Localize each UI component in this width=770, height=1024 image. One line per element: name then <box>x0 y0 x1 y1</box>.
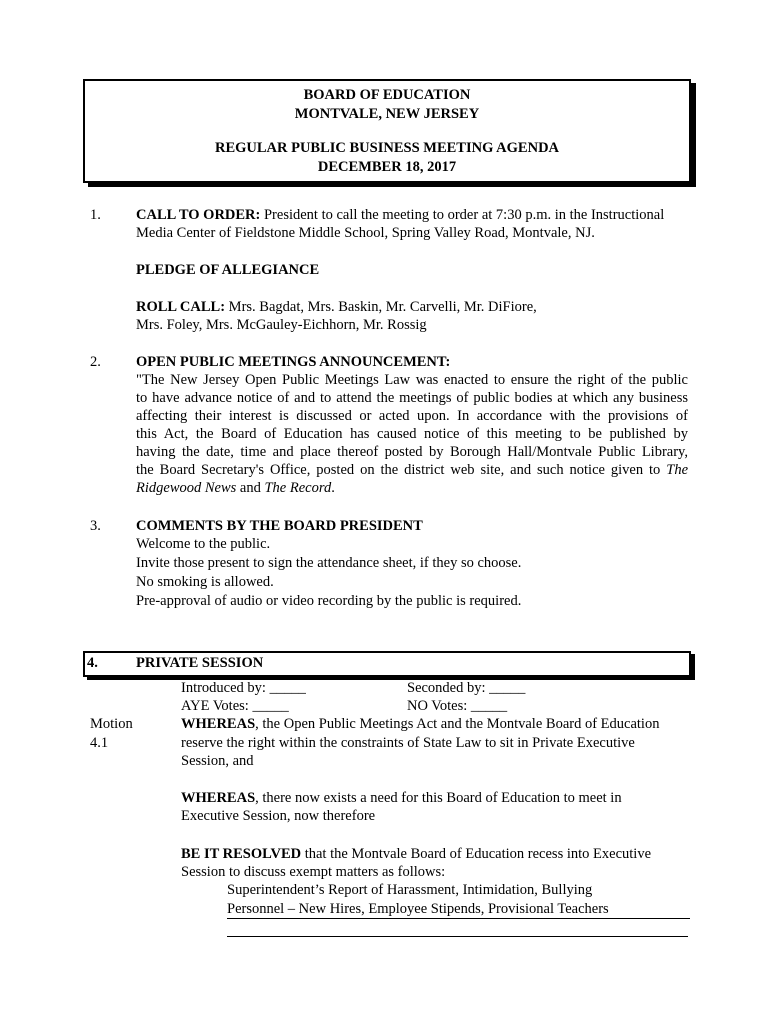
announcement-line1: "The New Jersey Open Public Meetings Law was enacted to ensure the right of the public <box>136 372 688 388</box>
item1-text-line1: President to call the meeting to order at 7:30 p.m. in the Instructional <box>260 207 665 223</box>
seconded-by: Seconded by: _____ <box>407 680 526 696</box>
whereas2-line2: Executive Session, now therefore <box>181 808 376 824</box>
header-title: BOARD OF EDUCATION <box>303 87 471 103</box>
matter2-underline <box>227 918 690 919</box>
roll-call <box>136 299 537 316</box>
whereas2-keyword: WHEREAS <box>181 790 256 806</box>
resolved-line2: Session to discuss exempt matters as follows: <box>181 864 446 880</box>
item2-heading: OPEN PUBLIC MEETINGS ANNOUNCEMENT: <box>136 354 451 370</box>
resolved-keyword: BE IT RESOLVED <box>181 846 302 862</box>
whereas2-line1 <box>181 790 622 807</box>
header-box <box>83 79 691 183</box>
header-date: DECEMBER 18, 2017 <box>317 159 457 175</box>
comments-line3: No smoking is allowed. <box>136 574 274 590</box>
whereas1-keyword: WHEREAS <box>181 716 256 732</box>
header-meeting-type: REGULAR PUBLIC BUSINESS MEETING AGENDA <box>214 140 560 156</box>
whereas1-line3: Session, and <box>181 753 254 769</box>
whereas1-line2: reserve the right within the constraints of State Law to sit in Private Executive <box>181 735 635 751</box>
exempt-matter-1: Superintendent’s Report of Harassment, Intimidation, Bullying <box>227 882 593 898</box>
announcement-line3: affecting their interest is discussed or acted upon. In accordance with the provisions of <box>136 408 688 424</box>
announcement-line6 <box>136 462 688 479</box>
private-session-box <box>83 651 691 677</box>
announcement-line7 <box>136 480 335 497</box>
item1-call-to-order <box>136 207 664 224</box>
announcement-period: . <box>331 480 335 496</box>
item3-heading: COMMENTS BY THE BOARD PRESIDENT <box>136 518 423 534</box>
item3-number: 3. <box>90 518 101 534</box>
resolved-text: that the Montvale Board of Education recess into Executive <box>301 846 651 862</box>
item2-number: 2. <box>90 354 101 370</box>
blank-line <box>227 936 688 937</box>
the-record: The Record <box>264 480 332 496</box>
whereas1-line1 <box>181 716 659 733</box>
no-votes: NO Votes: _____ <box>407 698 508 714</box>
item4-number: 4. <box>87 655 98 671</box>
exempt-matter-2: Personnel – New Hires, Employee Stipends, Provisional Teachers <box>227 901 609 917</box>
comments-line1: Welcome to the public. <box>136 536 271 552</box>
announcement-line6-text: the Board Secretary's Office, posted on the district web site, and such notice given to <box>136 462 667 478</box>
announcement-and: and <box>236 480 265 496</box>
announcement-line4: this Act, the Board of Education has caused notice of this meeting to be published by <box>136 426 688 442</box>
item1-text-line2: Media Center of Fieldstone Middle School, Spring Valley Road, Montvale, NJ. <box>136 225 595 241</box>
announcement-line6-italic: The <box>666 462 688 478</box>
resolved-line1 <box>181 846 651 863</box>
motion-number: 4.1 <box>90 735 109 751</box>
pledge-of-allegiance: PLEDGE OF ALLEGIANCE <box>136 262 320 278</box>
comments-line2: Invite those present to sign the attendance sheet, if they so choose. <box>136 555 522 571</box>
whereas1-text: , the Open Public Meetings Act and the Montvale Board of Education <box>255 716 660 732</box>
announcement-line2: to have advance notice of and to attend the meetings of public bodies at which any business <box>136 390 688 406</box>
item4-heading: PRIVATE SESSION <box>136 655 264 671</box>
whereas2-text: , there now exists a need for this Board of Education to meet in <box>255 790 622 806</box>
roll-call-line2: Mrs. Foley, Mrs. McGauley-Eichhorn, Mr. Rossig <box>136 317 427 333</box>
announcement-line5: having the date, time and place thereof posted by Borough Hall/Montvale Public Library, <box>136 444 688 460</box>
header-location: MONTVALE, NEW JERSEY <box>294 106 480 122</box>
item1-number: 1. <box>90 207 101 223</box>
motion-label: Motion <box>90 716 133 732</box>
comments-line4: Pre-approval of audio or video recording by the public is required. <box>136 593 522 609</box>
roll-call-heading: ROLL CALL: <box>136 299 226 315</box>
roll-call-line1: Mrs. Bagdat, Mrs. Baskin, Mr. Carvelli, Mr. DiFiore, <box>225 299 537 315</box>
ridgewood-news: Ridgewood News <box>136 480 237 496</box>
introduced-by: Introduced by: _____ <box>181 680 306 696</box>
aye-votes: AYE Votes: _____ <box>181 698 289 714</box>
item1-heading: CALL TO ORDER: <box>136 207 261 223</box>
